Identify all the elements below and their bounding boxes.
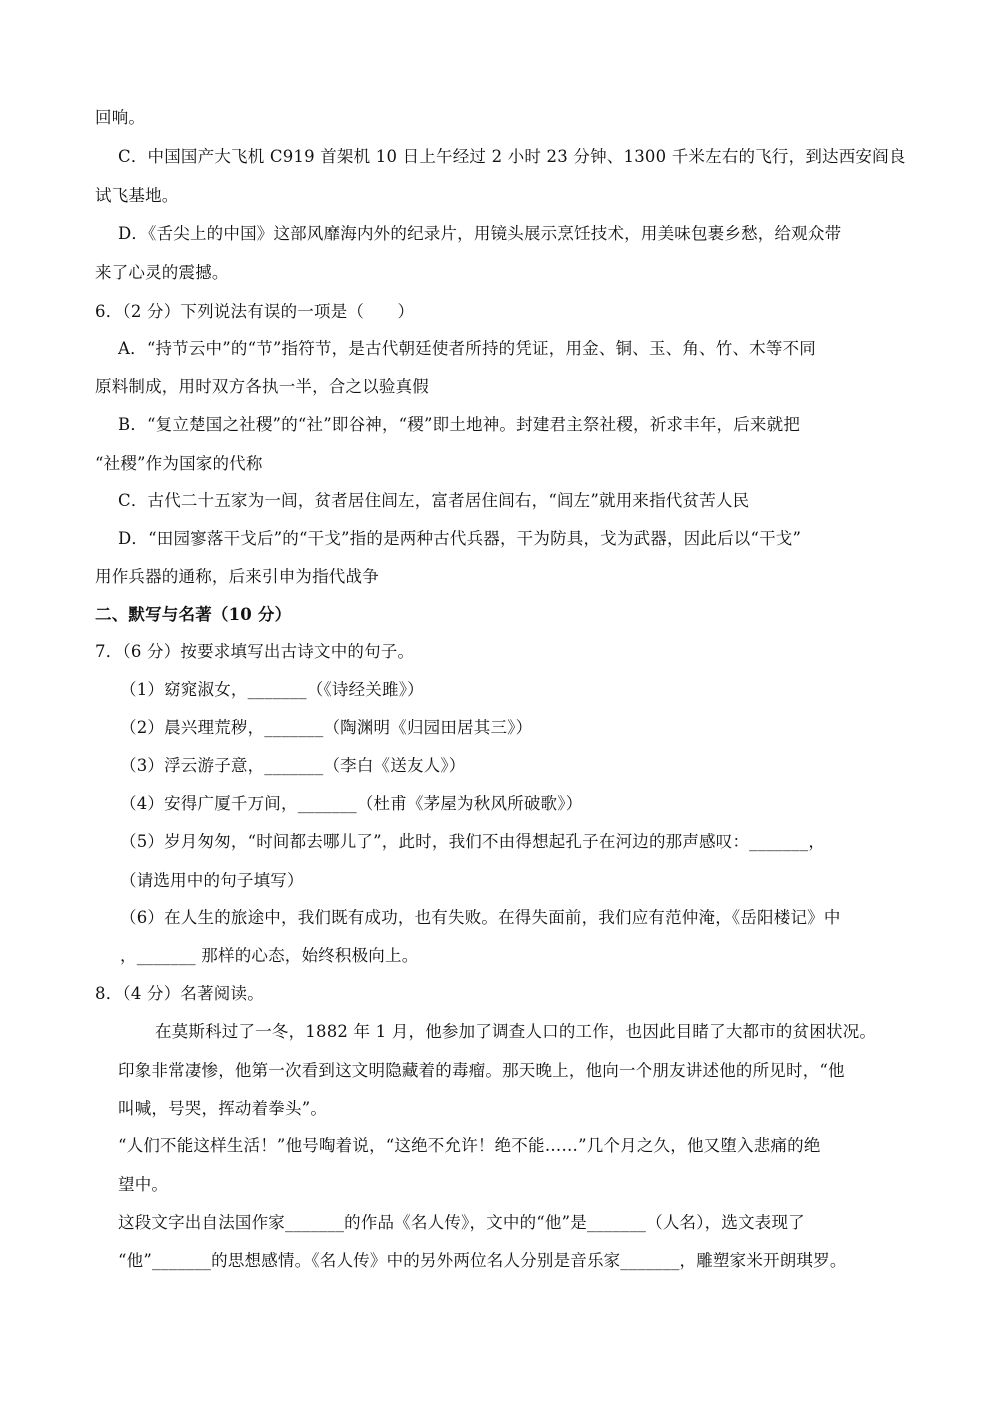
q8-fill-line: 这段文字出自法国作家_______的作品《名人传》，文中的“他”是_______（人名），选文表现了 [118, 1213, 805, 1232]
text-line: 试飞基地。 [95, 186, 179, 205]
question-6-title: 6．（2 分）下列说法有误的一项是（ ） [95, 302, 415, 321]
q6-option-b: B．“复立楚国之社稷”的“社”即谷神，“稷”即土地神。封建君主祭社稷，祈求丰年，后来就把 [118, 415, 801, 434]
q7-item-1: （1）窈窕淑女，_______（《诗经关雎》） [120, 680, 424, 699]
text-line: “社稷”作为国家的代称 [95, 454, 263, 473]
text-line: （请选用中的句子填写） [120, 871, 304, 890]
q8-fill-line: “他”_______的思想感情。《名人传》中的另外两位名人分别是音乐家_______，雕塑家米开朗琪罗。 [118, 1251, 847, 1270]
text-line: ，_______ 那样的心态，始终积极向上。 [120, 946, 419, 965]
text-line: 原料制成，用时双方各执一半，合之以验真假 [95, 377, 429, 396]
q6-option-a: A．“持节云中”的“节”指符节，是古代朝廷使者所持的凭证，用金、铜、玉、角、竹、木等不同 [118, 339, 816, 358]
question-8-title: 8．（4 分）名著阅读。 [95, 984, 264, 1003]
reading-passage-line: 印象非常凄惨，他第一次看到这文明隐藏着的毒瘤。那天晚上，他向一个朋友讲述他的所见时，“他 [118, 1061, 845, 1080]
q7-item-6: （6）在人生的旅途中，我们既有成功，也有失败。在得失面前，我们应有范仲淹，《岳阳楼记》中 [120, 908, 841, 927]
q6-option-d: D．“田园寥落干戈后”的“干戈”指的是两种古代兵器，干为防具，戈为武器，因此后以“干戈” [118, 529, 802, 548]
option-c-line: C．中国国产大飞机 C919 首架机 10 日上午经过 2 小时 23 分钟、1300 千米左右的飞行，到达西安阎良 [118, 147, 906, 166]
reading-passage-line: 望中。 [118, 1175, 169, 1194]
section-heading: 二、默写与名著（10 分） [95, 605, 292, 624]
q7-item-5: （5）岁月匆匆，“时间都去哪儿了”，此时，我们不由得想起孔子在河边的那声感叹：_______， [120, 832, 826, 851]
question-7-title: 7．（6 分）按要求填写出古诗文中的句子。 [95, 642, 415, 661]
text-line: 来了心灵的震撼。 [95, 263, 229, 282]
option-d-line: D．《舌尖上的中国》这部风靡海内外的纪录片，用镜头展示烹饪技术，用美味包裹乡愁，给观众带 [118, 224, 842, 243]
q7-item-3: （3）浮云游子意，_______（李白《送友人》） [120, 756, 466, 775]
text-line: 用作兵器的通称，后来引申为指代战争 [95, 567, 379, 586]
reading-passage-line: “人们不能这样生活！”他号啕着说，“这绝不允许！绝不能……”几个月之久，他又堕入悲痛的绝 [118, 1136, 821, 1155]
reading-passage-line: 叫喊，号哭，挥动着拳头”。 [118, 1099, 328, 1118]
text-line: 回响。 [95, 108, 146, 127]
q7-item-4: （4）安得广厦千万间，_______（杜甫《茅屋为秋风所破歌》） [120, 794, 583, 813]
q7-item-2: （2）晨兴理荒秽，_______（陶渊明《归园田居其三》） [120, 718, 533, 737]
reading-passage-line: 在莫斯科过了一冬，1882 年 1 月，他参加了调查人口的工作，也因此目睹了大都市的贫困状况。 [155, 1022, 877, 1041]
q6-option-c: C．古代二十五家为一闾，贫者居住闾左，富者居住闾右，“闾左”就用来指代贫苦人民 [118, 491, 750, 510]
